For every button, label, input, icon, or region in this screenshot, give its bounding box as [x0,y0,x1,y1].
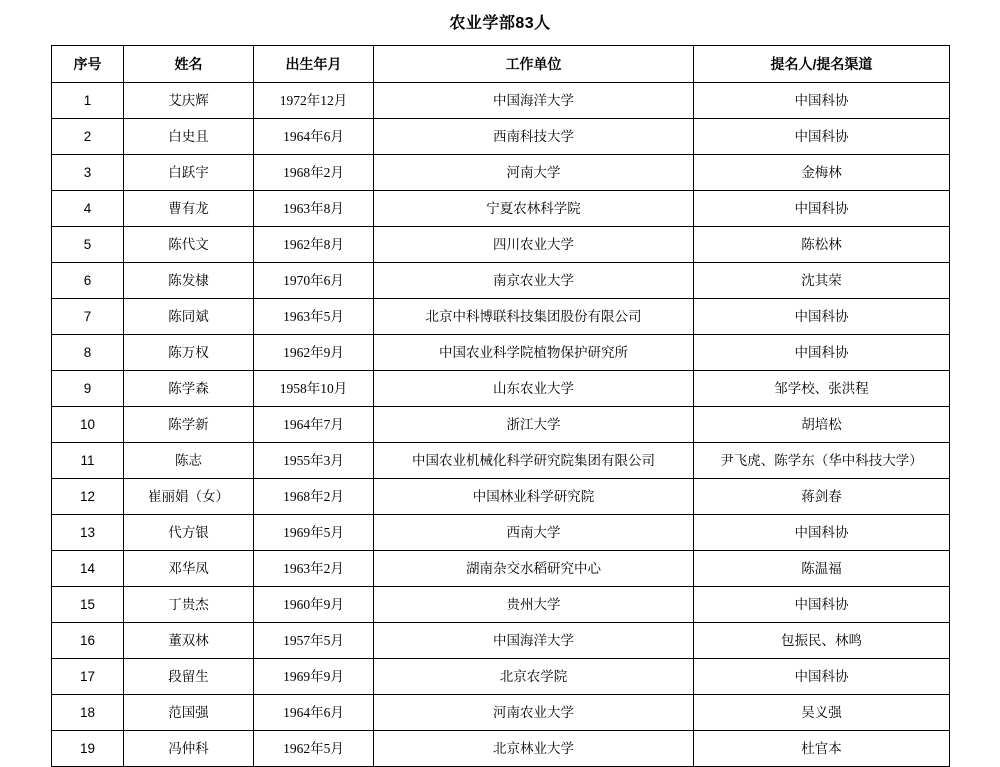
cell-organization: 西南大学 [374,515,694,551]
cell-birthdate: 1964年6月 [254,119,374,155]
cell-birthdate: 1969年9月 [254,659,374,695]
cell-nominator: 沈其荣 [694,263,950,299]
cell-birthdate: 1964年6月 [254,695,374,731]
table-row [52,695,950,731]
table-header [52,46,950,83]
cell-name: 董双林 [124,623,254,659]
cell-birthdate: 1972年12月 [254,83,374,119]
cell-nominator: 蒋剑春 [694,479,950,515]
cell-index: 8 [52,335,124,371]
cell-index: 12 [52,479,124,515]
cell-birthdate: 1963年8月 [254,191,374,227]
cell-index: 6 [52,263,124,299]
cell-index: 17 [52,659,124,695]
cell-index: 5 [52,227,124,263]
cell-name: 陈学森 [124,371,254,407]
cell-organization: 中国海洋大学 [374,623,694,659]
cell-birthdate: 1964年7月 [254,407,374,443]
cell-organization: 河南农业大学 [374,695,694,731]
cell-birthdate: 1968年2月 [254,155,374,191]
roster-table [51,45,950,767]
cell-nominator: 中国科协 [694,191,950,227]
cell-index: 9 [52,371,124,407]
cell-index: 10 [52,407,124,443]
table-row [52,551,950,587]
cell-birthdate: 1968年2月 [254,479,374,515]
cell-name: 代方银 [124,515,254,551]
cell-organization: 南京农业大学 [374,263,694,299]
column-header-organization: 工作单位 [374,46,694,83]
cell-birthdate: 1960年9月 [254,587,374,623]
cell-organization: 湖南杂交水稻研究中心 [374,551,694,587]
cell-nominator: 金梅林 [694,155,950,191]
table-row [52,299,950,335]
table-body [52,83,950,767]
cell-organization: 贵州大学 [374,587,694,623]
cell-organization: 中国农业机械化科学研究院集团有限公司 [374,443,694,479]
column-header-name: 姓名 [124,46,254,83]
table-row [52,587,950,623]
column-header-index: 序号 [52,46,124,83]
cell-index: 7 [52,299,124,335]
cell-nominator: 邹学校、张洪程 [694,371,950,407]
cell-index: 13 [52,515,124,551]
table-row [52,191,950,227]
cell-birthdate: 1970年6月 [254,263,374,299]
cell-birthdate: 1957年5月 [254,623,374,659]
cell-name: 白史且 [124,119,254,155]
table-header-row [52,46,950,83]
cell-name: 陈发棣 [124,263,254,299]
cell-index: 3 [52,155,124,191]
cell-nominator: 中国科协 [694,587,950,623]
table-row [52,227,950,263]
cell-nominator: 陈温福 [694,551,950,587]
cell-name: 冯仲科 [124,731,254,767]
cell-name: 曹有龙 [124,191,254,227]
cell-organization: 山东农业大学 [374,371,694,407]
cell-index: 15 [52,587,124,623]
cell-index: 14 [52,551,124,587]
table-row [52,407,950,443]
cell-birthdate: 1962年8月 [254,227,374,263]
cell-name: 陈学新 [124,407,254,443]
cell-nominator: 中国科协 [694,83,950,119]
cell-birthdate: 1963年5月 [254,299,374,335]
cell-name: 陈志 [124,443,254,479]
cell-nominator: 杜官本 [694,731,950,767]
cell-nominator: 中国科协 [694,119,950,155]
cell-name: 段留生 [124,659,254,695]
cell-index: 1 [52,83,124,119]
table-row [52,623,950,659]
cell-organization: 北京农学院 [374,659,694,695]
cell-index: 2 [52,119,124,155]
cell-nominator: 中国科协 [694,515,950,551]
cell-birthdate: 1958年10月 [254,371,374,407]
cell-nominator: 中国科协 [694,335,950,371]
cell-name: 陈代文 [124,227,254,263]
cell-index: 18 [52,695,124,731]
table-row [52,659,950,695]
table-row [52,263,950,299]
cell-name: 白跃宇 [124,155,254,191]
cell-organization: 中国农业科学院植物保护研究所 [374,335,694,371]
page-title: 农业学部83人 [449,15,551,32]
cell-index: 4 [52,191,124,227]
table-row [52,479,950,515]
cell-name: 陈同斌 [124,299,254,335]
cell-organization: 浙江大学 [374,407,694,443]
cell-birthdate: 1955年3月 [254,443,374,479]
cell-organization: 西南科技大学 [374,119,694,155]
table-row [52,83,950,119]
cell-index: 11 [52,443,124,479]
cell-organization: 四川农业大学 [374,227,694,263]
cell-index: 19 [52,731,124,767]
cell-nominator: 吴义强 [694,695,950,731]
cell-name: 艾庆辉 [124,83,254,119]
cell-nominator: 胡培松 [694,407,950,443]
cell-nominator: 尹飞虎、陈学东（华中科技大学） [694,443,950,479]
table-row [52,119,950,155]
cell-name: 范国强 [124,695,254,731]
table-row [52,443,950,479]
table-row [52,335,950,371]
column-header-birthdate: 出生年月 [254,46,374,83]
table-row [52,731,950,767]
cell-organization: 北京林业大学 [374,731,694,767]
cell-organization: 北京中科博联科技集团股份有限公司 [374,299,694,335]
cell-birthdate: 1969年5月 [254,515,374,551]
cell-organization: 中国海洋大学 [374,83,694,119]
cell-name: 崔丽娟（女） [124,479,254,515]
roster-table-container [51,45,949,767]
cell-organization: 宁夏农林科学院 [374,191,694,227]
column-header-nominator: 提名人/提名渠道 [694,46,950,83]
cell-nominator: 包振民、林鸣 [694,623,950,659]
cell-nominator: 中国科协 [694,299,950,335]
cell-birthdate: 1962年9月 [254,335,374,371]
cell-name: 陈万权 [124,335,254,371]
cell-organization: 中国林业科学研究院 [374,479,694,515]
cell-nominator: 陈松林 [694,227,950,263]
cell-nominator: 中国科协 [694,659,950,695]
table-row [52,371,950,407]
cell-index: 16 [52,623,124,659]
cell-organization: 河南大学 [374,155,694,191]
cell-name: 邓华凤 [124,551,254,587]
cell-birthdate: 1962年5月 [254,731,374,767]
cell-name: 丁贵杰 [124,587,254,623]
cell-birthdate: 1963年2月 [254,551,374,587]
table-row [52,155,950,191]
table-row [52,515,950,551]
